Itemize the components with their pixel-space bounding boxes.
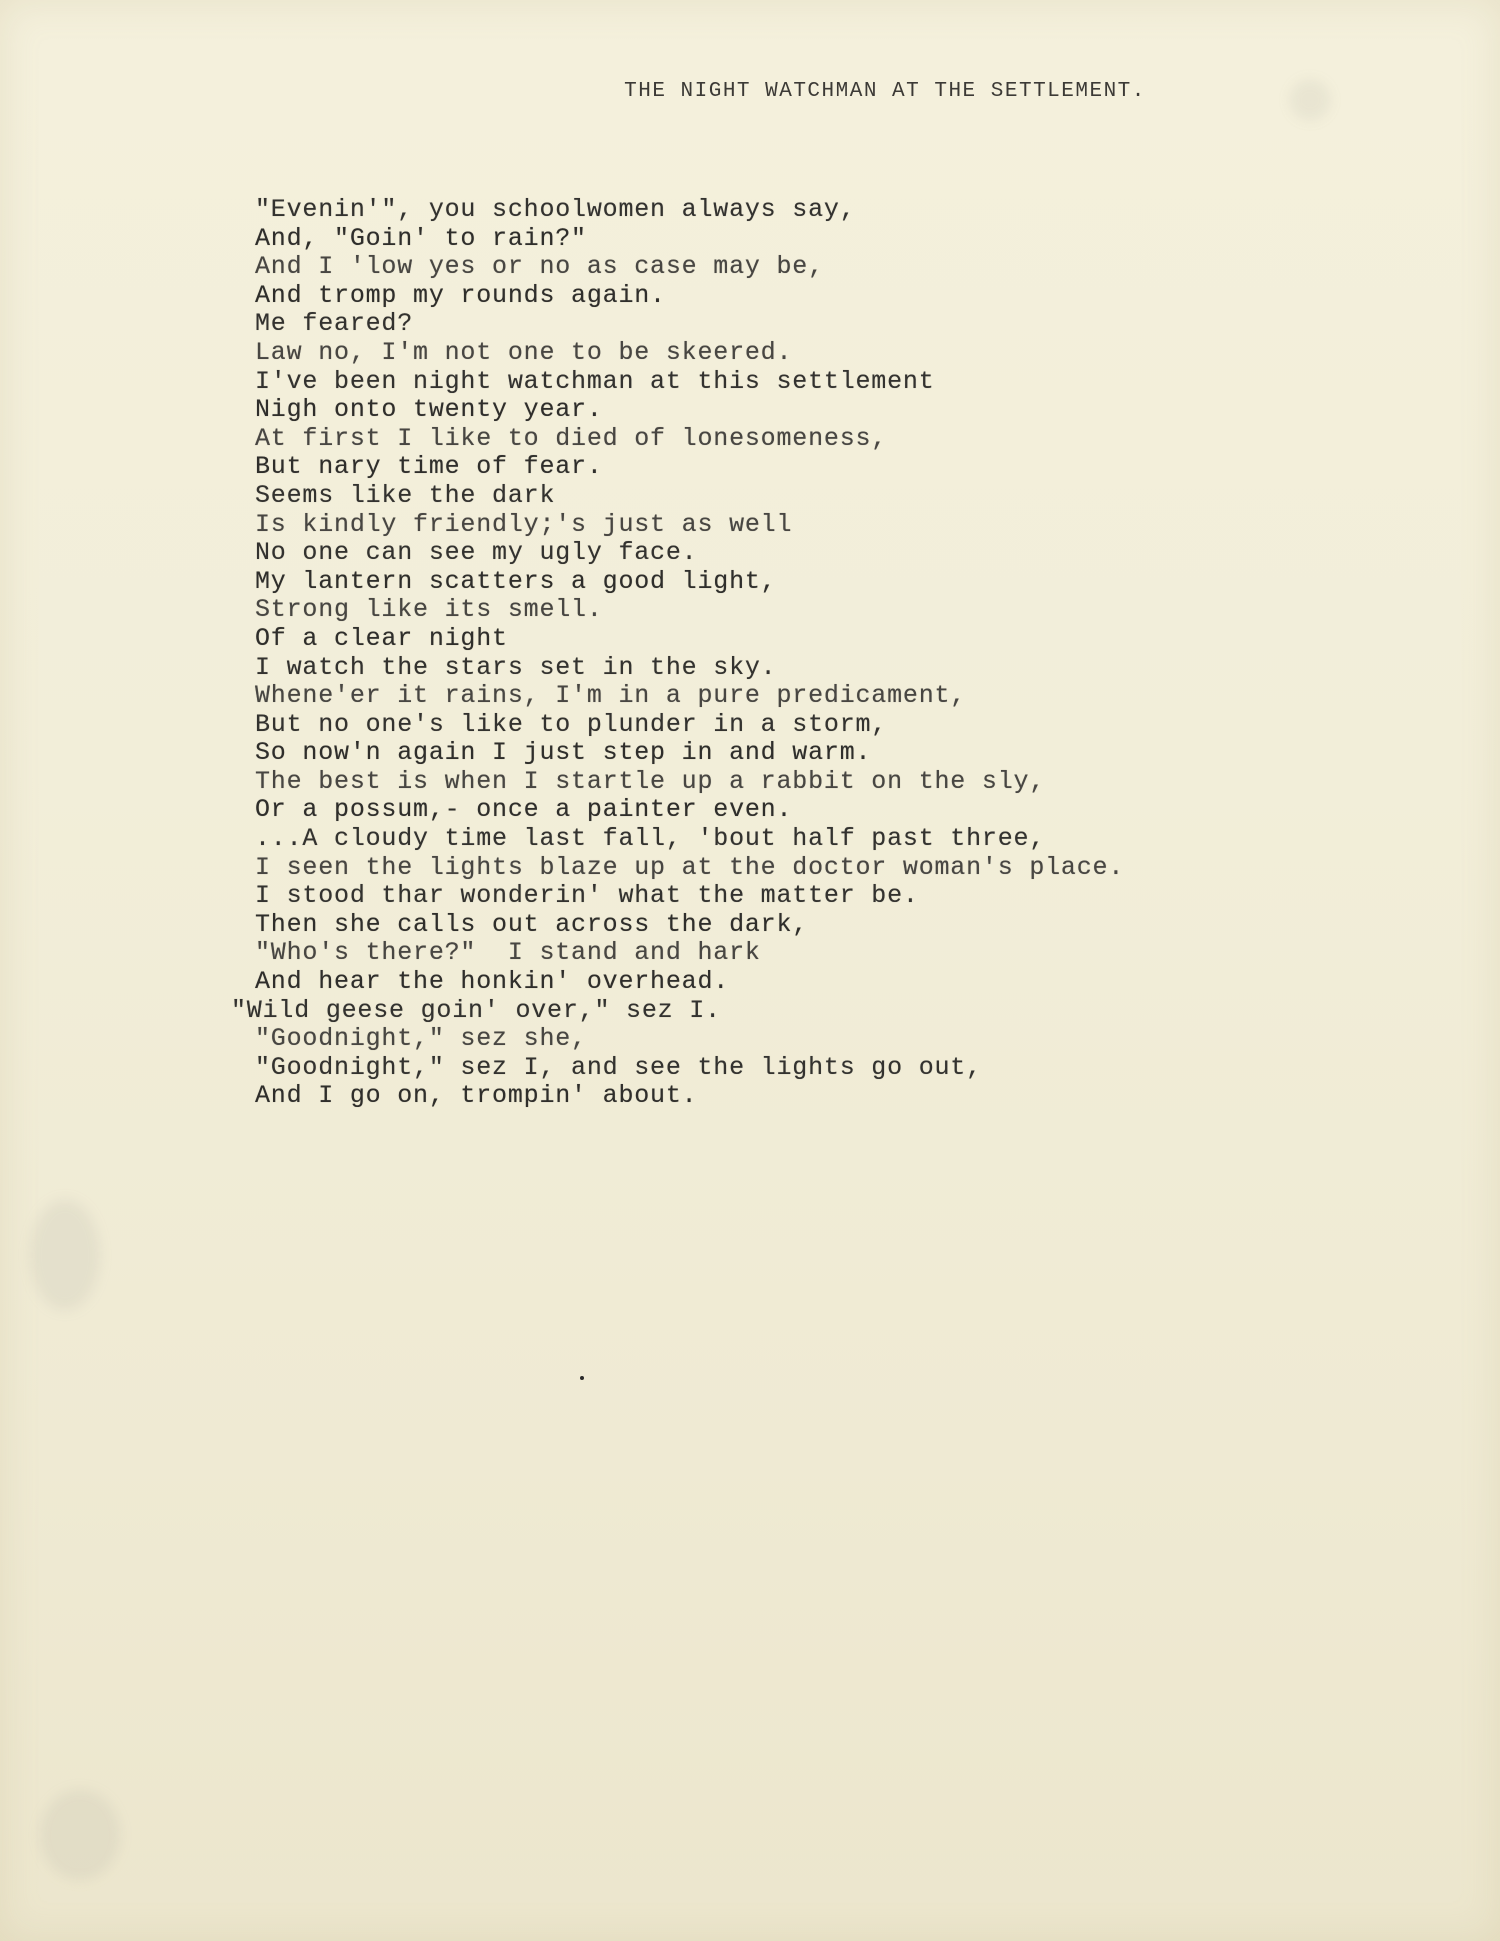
poem-line: Whene'er it rains, I'm in a pure predicament, — [255, 681, 967, 711]
poem-title: THE NIGHT WATCHMAN AT THE SETTLEMENT. — [624, 80, 1146, 103]
poem-line: At first I like to died of lonesomeness, — [255, 423, 888, 453]
poem-line: And I go on, trompin' about. — [255, 1081, 698, 1111]
paper-smudge — [30, 1200, 100, 1310]
poem-line: Then she calls out across the dark, — [255, 909, 809, 939]
poem-line: I seen the lights blaze up at the doctor woman's place. — [255, 852, 1125, 882]
poem-line: My lantern scatters a good light, — [255, 566, 777, 596]
poem-line: And tromp my rounds again. — [255, 280, 666, 310]
poem-line: Law no, I'm not one to be skeered. — [255, 337, 793, 367]
poem-line: The best is when I startle up a rabbit on the sly, — [255, 766, 1046, 796]
poem-line: But no one's like to plunder in a storm, — [255, 709, 888, 739]
poem-line: I've been night watchman at this settlement — [255, 366, 935, 396]
poem-line: Is kindly friendly;'s just as well — [255, 509, 793, 539]
poem-line: Or a possum,- once a painter even. — [255, 795, 793, 825]
paper-smudge — [40, 1790, 120, 1880]
ink-dot — [580, 1376, 584, 1380]
poem-body — [231, 195, 1125, 1111]
poem-line: I watch the stars set in the sky. — [255, 652, 777, 682]
poem-line: "Wild geese goin' over," sez I. — [231, 995, 721, 1025]
poem-line: Strong like its smell. — [255, 595, 603, 625]
poem-line: And, "Goin' to rain?" — [255, 223, 587, 253]
poem-line: No one can see my ugly face. — [255, 538, 698, 568]
poem-line: Of a clear night — [255, 623, 508, 653]
poem-line: But nary time of fear. — [255, 452, 603, 482]
poem-line: And I 'low yes or no as case may be, — [255, 252, 824, 282]
poem-line: Me feared? — [255, 309, 414, 339]
poem-line: I stood thar wonderin' what the matter be. — [255, 881, 919, 911]
poem-line: "Goodnight," sez she, — [255, 1024, 587, 1054]
poem-line: "Goodnight," sez I, and see the lights go out, — [255, 1052, 982, 1082]
poem-line: And hear the honkin' overhead. — [255, 967, 730, 997]
poem-line: So now'n again I just step in and warm. — [255, 738, 872, 768]
poem-line: "Evenin'", you schoolwomen always say, — [255, 195, 856, 224]
poem-line: Nigh onto twenty year. — [255, 395, 603, 425]
poem-line: Seems like the dark — [255, 480, 556, 510]
poem-line: "Who's there?" I stand and hark — [255, 938, 761, 968]
poem-line: ...A cloudy time last fall, 'bout half past three, — [255, 824, 1046, 854]
